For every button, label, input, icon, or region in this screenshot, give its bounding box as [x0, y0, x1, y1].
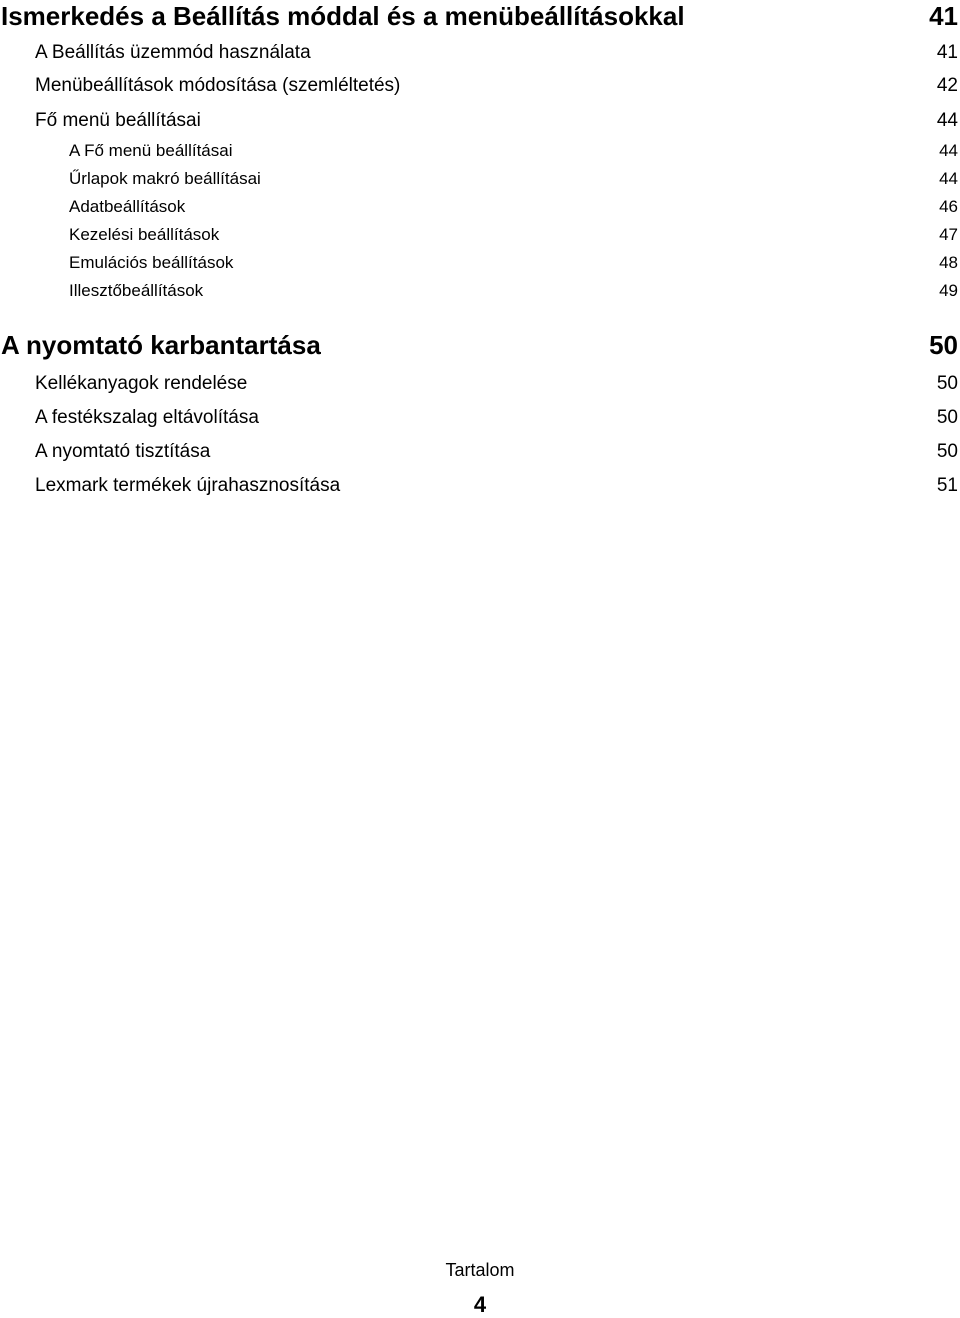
toc-entry-title: A nyomtató karbantartása: [1, 330, 321, 360]
toc-entry-page: 49: [939, 281, 958, 300]
toc-entry-section[interactable]: [35, 108, 958, 134]
toc-entry-title: A nyomtató tisztítása: [35, 441, 211, 462]
toc-entry-page: 42: [937, 73, 958, 99]
toc-entry-chapter[interactable]: [1, 0, 958, 32]
toc-entry-chapter[interactable]: [1, 329, 958, 361]
toc-entry-subsection[interactable]: [69, 196, 958, 218]
toc-entry-page: 50: [937, 439, 958, 465]
toc-entry-section[interactable]: [35, 405, 958, 431]
toc-entry-title: Menübeállítások módosítása (szemléltetés): [35, 75, 401, 96]
toc-entry-page: 41: [929, 1, 958, 31]
toc-entry-page: 47: [939, 225, 958, 244]
toc-entry-section[interactable]: [35, 40, 958, 66]
toc-entry-title: Űrlapok makró beállításai: [69, 169, 261, 188]
toc-entry-section[interactable]: [35, 73, 958, 99]
toc-entry-page: 41: [937, 40, 958, 66]
toc-entry-page: 44: [939, 141, 958, 160]
toc-entry-subsection[interactable]: [69, 224, 958, 246]
toc-entry-page: 50: [929, 330, 958, 360]
toc-entry-page: 46: [939, 197, 958, 216]
toc-entry-title: Illesztőbeállítások: [69, 281, 204, 300]
toc-entry-title: Kellékanyagok rendelése: [35, 373, 248, 394]
toc-entry-page: 50: [937, 371, 958, 397]
footer-section-label: Tartalom: [445, 1260, 515, 1280]
toc-entry-subsection[interactable]: [69, 280, 958, 302]
toc-entry-subsection[interactable]: [69, 252, 958, 274]
toc-entry-title: A Beállítás üzemmód használata: [35, 42, 311, 63]
toc-entry-page: 44: [939, 169, 958, 188]
toc-entry-section[interactable]: [35, 439, 958, 465]
toc-entry-subsection[interactable]: [69, 168, 958, 190]
toc-entry-title: A festékszalag eltávolítása: [35, 407, 259, 428]
toc-entry-title: Emulációs beállítások: [69, 253, 234, 272]
toc-entry-section[interactable]: [35, 473, 958, 499]
toc-entry-page: 51: [937, 473, 958, 499]
toc-entry-title: Lexmark termékek újrahasznosítása: [35, 475, 341, 496]
toc-entry-page: 44: [937, 108, 958, 134]
toc-entry-subsection[interactable]: [69, 140, 958, 162]
footer-page-number: 4: [473, 1292, 487, 1317]
toc-entry-title: A Fő menü beállításai: [69, 141, 233, 160]
toc-entry-page: 50: [937, 405, 958, 431]
toc-entry-title: Ismerkedés a Beállítás móddal és a menübeállításokkal: [1, 1, 685, 31]
toc-entry-title: Fő menü beállításai: [35, 110, 201, 131]
toc-entry-section[interactable]: [35, 371, 958, 397]
toc-entry-title: Adatbeállítások: [69, 197, 186, 216]
toc-entry-title: Kezelési beállítások: [69, 225, 220, 244]
toc-entry-page: 48: [939, 253, 958, 272]
